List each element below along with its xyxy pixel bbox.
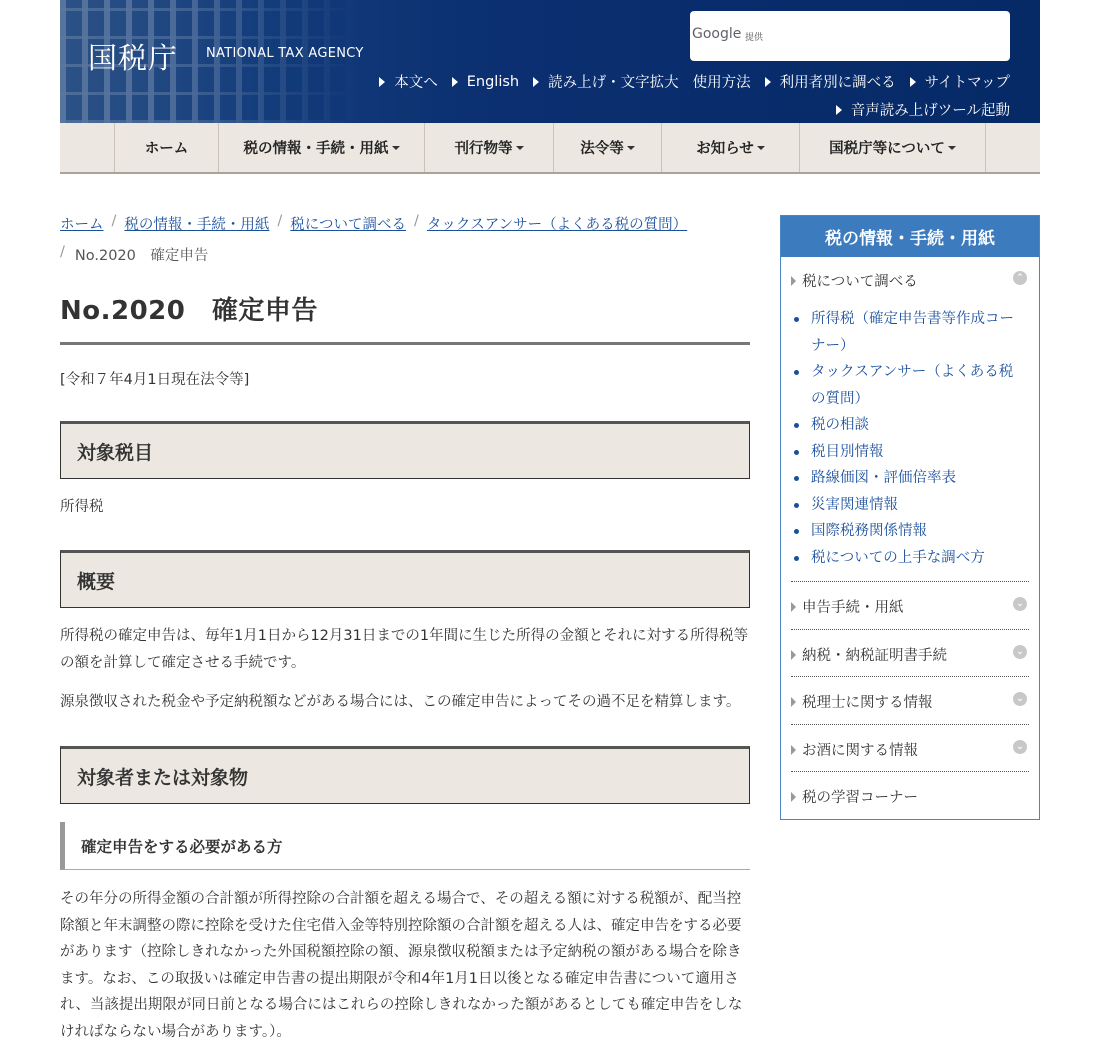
util-link-english[interactable]	[452, 71, 519, 92]
collapse-icon[interactable]: ⌃	[1013, 271, 1027, 285]
expand-icon[interactable]: ⌄	[1013, 597, 1027, 611]
sidebar-section-payment[interactable]	[791, 644, 1029, 665]
search-box	[690, 11, 1010, 61]
sidebar-section-label: 税について調べる	[802, 274, 918, 290]
breadcrumb-separator: /	[111, 213, 117, 229]
gnav-item-publications[interactable]	[424, 123, 553, 172]
triangle-right-icon	[379, 77, 385, 87]
sidebar-section-tax-accountant[interactable]	[791, 691, 1029, 712]
triangle-right-icon	[791, 650, 796, 660]
gnav-label: 刊行物等	[454, 141, 513, 157]
breadcrumb-link-home[interactable]: ホーム	[60, 217, 104, 233]
util-link-howto[interactable]	[693, 71, 751, 92]
expand-icon[interactable]: ⌄	[1013, 645, 1027, 659]
util-link-label: 利用者別に調べる	[779, 75, 896, 91]
page-title: No.2020 確定申告	[60, 290, 750, 345]
util-link-skip-to-content[interactable]	[379, 71, 438, 92]
triangle-right-icon	[452, 77, 458, 87]
section-text-tax-item: 所得税	[60, 499, 104, 515]
sidebar-link-disaster[interactable]: 災害関連情報	[811, 492, 1021, 519]
section-heading-subject: 対象者または対象物	[60, 746, 750, 804]
sidebar-link-rosenka[interactable]: 路線価図・評価倍率表	[811, 465, 1021, 492]
sidebar-section-label: 納税・納税証明書手続	[802, 648, 947, 664]
util-link-label: English	[466, 73, 520, 90]
breadcrumb-separator: /	[60, 244, 65, 260]
sidebar-divider	[791, 676, 1029, 677]
gnav-label: 国税庁等について	[829, 141, 945, 157]
sidebar-link-tax-answer[interactable]: タックスアンサー（よくある税の質問）	[811, 359, 1021, 412]
search-provided-label: 提供	[745, 33, 764, 43]
breadcrumb-link-tax-info[interactable]: 税の情報・手続・用紙	[124, 217, 270, 233]
util-link-accessibility[interactable]	[533, 71, 679, 92]
triangle-right-icon	[836, 105, 842, 115]
site-logo[interactable]: 国税庁	[88, 41, 179, 75]
google-brand-label: Google	[692, 26, 742, 42]
gnav-item-home[interactable]	[114, 123, 218, 172]
triangle-right-icon	[533, 77, 539, 87]
gnav-label: 税の情報・手続・用紙	[243, 141, 389, 157]
caret-down-icon	[392, 146, 400, 150]
sidebar-link-consultation[interactable]: 税の相談	[811, 412, 1021, 439]
site-header	[60, 0, 1040, 123]
utility-nav	[379, 71, 1010, 92]
breadcrumb-current-row	[60, 244, 208, 265]
sidebar	[780, 215, 1040, 820]
as-of-date: [令和７年4月1日現在法令等]	[60, 372, 250, 388]
sidebar-section-label: 税理士に関する情報	[802, 695, 933, 711]
triangle-right-icon	[910, 77, 916, 87]
util-link-label: 本文へ	[394, 75, 438, 91]
triangle-right-icon	[765, 77, 771, 87]
sidebar-section-label: お酒に関する情報	[802, 743, 918, 759]
util-link-by-user[interactable]	[765, 71, 896, 92]
sidebar-divider	[791, 629, 1029, 630]
overview-paragraph-1: 所得税の確定申告は、毎年1月1日から12月31日までの1年間に生じた所得の金額とそれに対する所得税等の額を計算して確定させる手続です。	[60, 628, 749, 671]
triangle-right-icon	[791, 276, 796, 286]
sidebar-section-label: 税の学習コーナー	[802, 790, 918, 806]
breadcrumb-current: No.2020 確定申告	[74, 248, 209, 264]
overview-paragraph-2: 源泉徴収された税金や予定納税額などがある場合には、この確定申告によってその過不足を精算します。	[60, 694, 741, 710]
breadcrumb-separator: /	[414, 213, 419, 229]
util-link-label: 使用方法	[692, 75, 751, 91]
util-link-label: サイトマップ	[924, 75, 1010, 91]
sidebar-link-list	[811, 306, 1021, 571]
subsection-paragraph: その年分の所得金額の合計額が所得控除の合計額を超える場合で、その超える額に対する税額が、配当控除額と年末調整の際に控除を受けた住宅借入金等特別控除額の合計額を超える人は、確定申告をする必要があります（控除しきれなかった外国税額控除の額、源泉徴収税額または予定納税の額がある場合を除きます。なお、この取扱いは確定申告書の提出期限が令和4年1月1日以後となる確定申告書について適用され、当該提出期限が同日前となる場合にはこれらの控除しきれなかった額があるとしても確定申告をしなければならない場合があります。）。	[60, 891, 743, 1040]
util-link-label: 読み上げ・文字拡大	[548, 75, 679, 91]
gnav-label: 法令等	[580, 141, 624, 157]
sidebar-link-income-tax[interactable]: 所得税（確定申告書等作成コーナー）	[811, 306, 1021, 359]
subsection-heading: 確定申告をする必要がある方	[60, 822, 750, 870]
breadcrumb	[60, 213, 687, 234]
search-input[interactable]	[770, 19, 1000, 53]
sidebar-section-liquor[interactable]	[791, 739, 1029, 760]
sidebar-section-research[interactable]	[791, 270, 1029, 291]
caret-down-icon	[627, 146, 635, 150]
sidebar-divider	[791, 724, 1029, 725]
triangle-right-icon	[791, 745, 796, 755]
sidebar-link-by-tax-item[interactable]: 税目別情報	[811, 439, 1021, 466]
triangle-right-icon	[791, 697, 796, 707]
voice-tool-label: 音声読み上げツール起動	[850, 103, 1010, 119]
breadcrumb-separator: /	[277, 213, 283, 229]
sidebar-link-how-to-search[interactable]: 税についての上手な調べ方	[811, 545, 1021, 572]
site-logo-english: NATIONAL TAX AGENCY	[206, 46, 364, 61]
gnav-item-tax-info[interactable]	[218, 123, 424, 172]
gnav-item-about[interactable]	[799, 123, 986, 172]
gnav-label: ホーム	[144, 141, 189, 157]
caret-down-icon	[948, 146, 956, 150]
caret-down-icon	[516, 146, 524, 150]
sidebar-section-filing[interactable]	[791, 596, 1029, 617]
global-nav	[60, 123, 1040, 174]
expand-icon[interactable]: ⌄	[1013, 692, 1027, 706]
breadcrumb-link-tax-answer[interactable]: タックスアンサー（よくある税の質問）	[426, 217, 688, 233]
sidebar-section-label: 申告手続・用紙	[802, 600, 904, 616]
breadcrumb-link-research[interactable]: 税について調べる	[290, 217, 406, 233]
gnav-item-laws[interactable]	[553, 123, 661, 172]
sidebar-link-international[interactable]: 国際税務関係情報	[811, 518, 1021, 545]
gnav-label: お知らせ	[696, 141, 754, 157]
sidebar-divider	[791, 581, 1029, 582]
expand-icon[interactable]: ⌄	[1013, 740, 1027, 754]
gnav-item-news[interactable]	[661, 123, 799, 172]
section-heading-overview: 概要	[60, 550, 750, 608]
triangle-right-icon	[791, 602, 796, 612]
util-link-sitemap[interactable]	[910, 71, 1010, 92]
triangle-right-icon	[791, 792, 796, 802]
sidebar-section-learning[interactable]	[791, 786, 1029, 807]
caret-down-icon	[757, 146, 765, 150]
sidebar-divider	[791, 771, 1029, 772]
sidebar-heading: 税の情報・手続・用紙	[781, 216, 1039, 257]
voice-tool-link[interactable]	[836, 99, 1010, 120]
section-heading-tax-item: 対象税目	[60, 421, 750, 479]
